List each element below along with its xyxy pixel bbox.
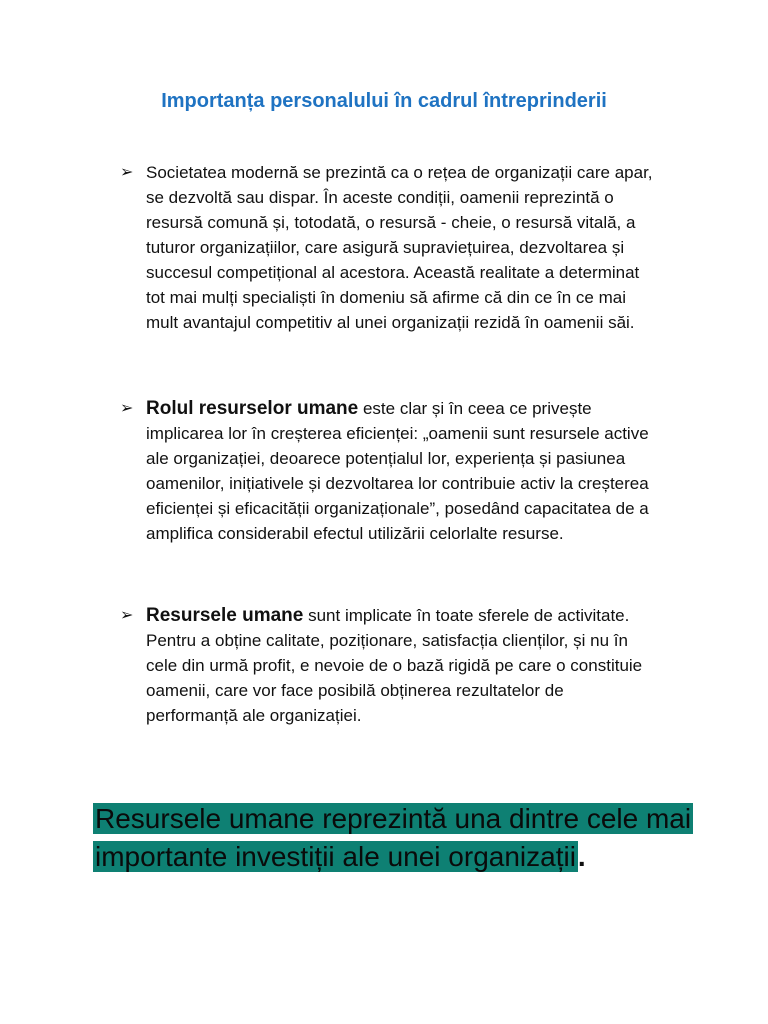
bullet-item-1	[120, 160, 660, 335]
bullet-body: Societatea modernă se prezintă ca o rețea de organizații care apar, se dezvoltă sau dispar. În aceste condiții, oamenii reprezintă o resursă comună și, totodată, o resursă - cheie, o resursă vitală, a tuturor organizațiilor, care asigură supraviețuirea, dezvoltarea și succesul competițional al acestora. Această realitate a determinat tot mai mulți specialiști în domeniu să afirme că din ce în ce mai mult avantajul competitiv al unei organizații rezidă în oamenii săi.	[146, 163, 653, 332]
bullet-lead: Resursele umane	[146, 605, 304, 626]
bullet-item-2	[120, 396, 660, 546]
bullet-text	[146, 396, 660, 546]
bullet-body: este clar și în ceea ce privește implicarea lor în creșterea eficienței: „oamenii sunt resursele active ale organizației, deoarece potențialul lor, experiența și pasiunea oamenilor, inițiativele și dezvoltarea lor contribuie activ la creșterea eficienței și eficacității organizaționale”, posedând capacitatea de a amplifica considerabil efectul utilizării celorlalte resurse.	[146, 399, 649, 543]
bullet-text	[146, 160, 660, 335]
arrow-bullet-icon: ➢	[120, 607, 134, 624]
highlighted-statement	[93, 800, 713, 876]
bullet-body: sunt implicate în toate sferele de activitate. Pentru a obține calitate, poziționare, satisfacția clienților, și nu în cele din urmă profit, e nevoie de o bază rigidă pe care o constituie oamenii, care vor face posibilă obținerea rezultatelor de performanță ale organizației.	[146, 606, 643, 725]
arrow-bullet-icon: ➢	[120, 164, 134, 181]
bullet-lead: Rolul resurselor umane	[146, 398, 359, 419]
bullet-text	[146, 603, 660, 728]
page-title: Importanța personalului în cadrul întreprinderii	[161, 90, 607, 112]
bullet-item-3	[120, 603, 660, 728]
statement-period: .	[577, 841, 586, 872]
highlighted-text: Resursele umane reprezintă una dintre cele mai importante investiții ale unei organizații	[95, 803, 692, 872]
arrow-bullet-icon: ➢	[120, 400, 134, 417]
